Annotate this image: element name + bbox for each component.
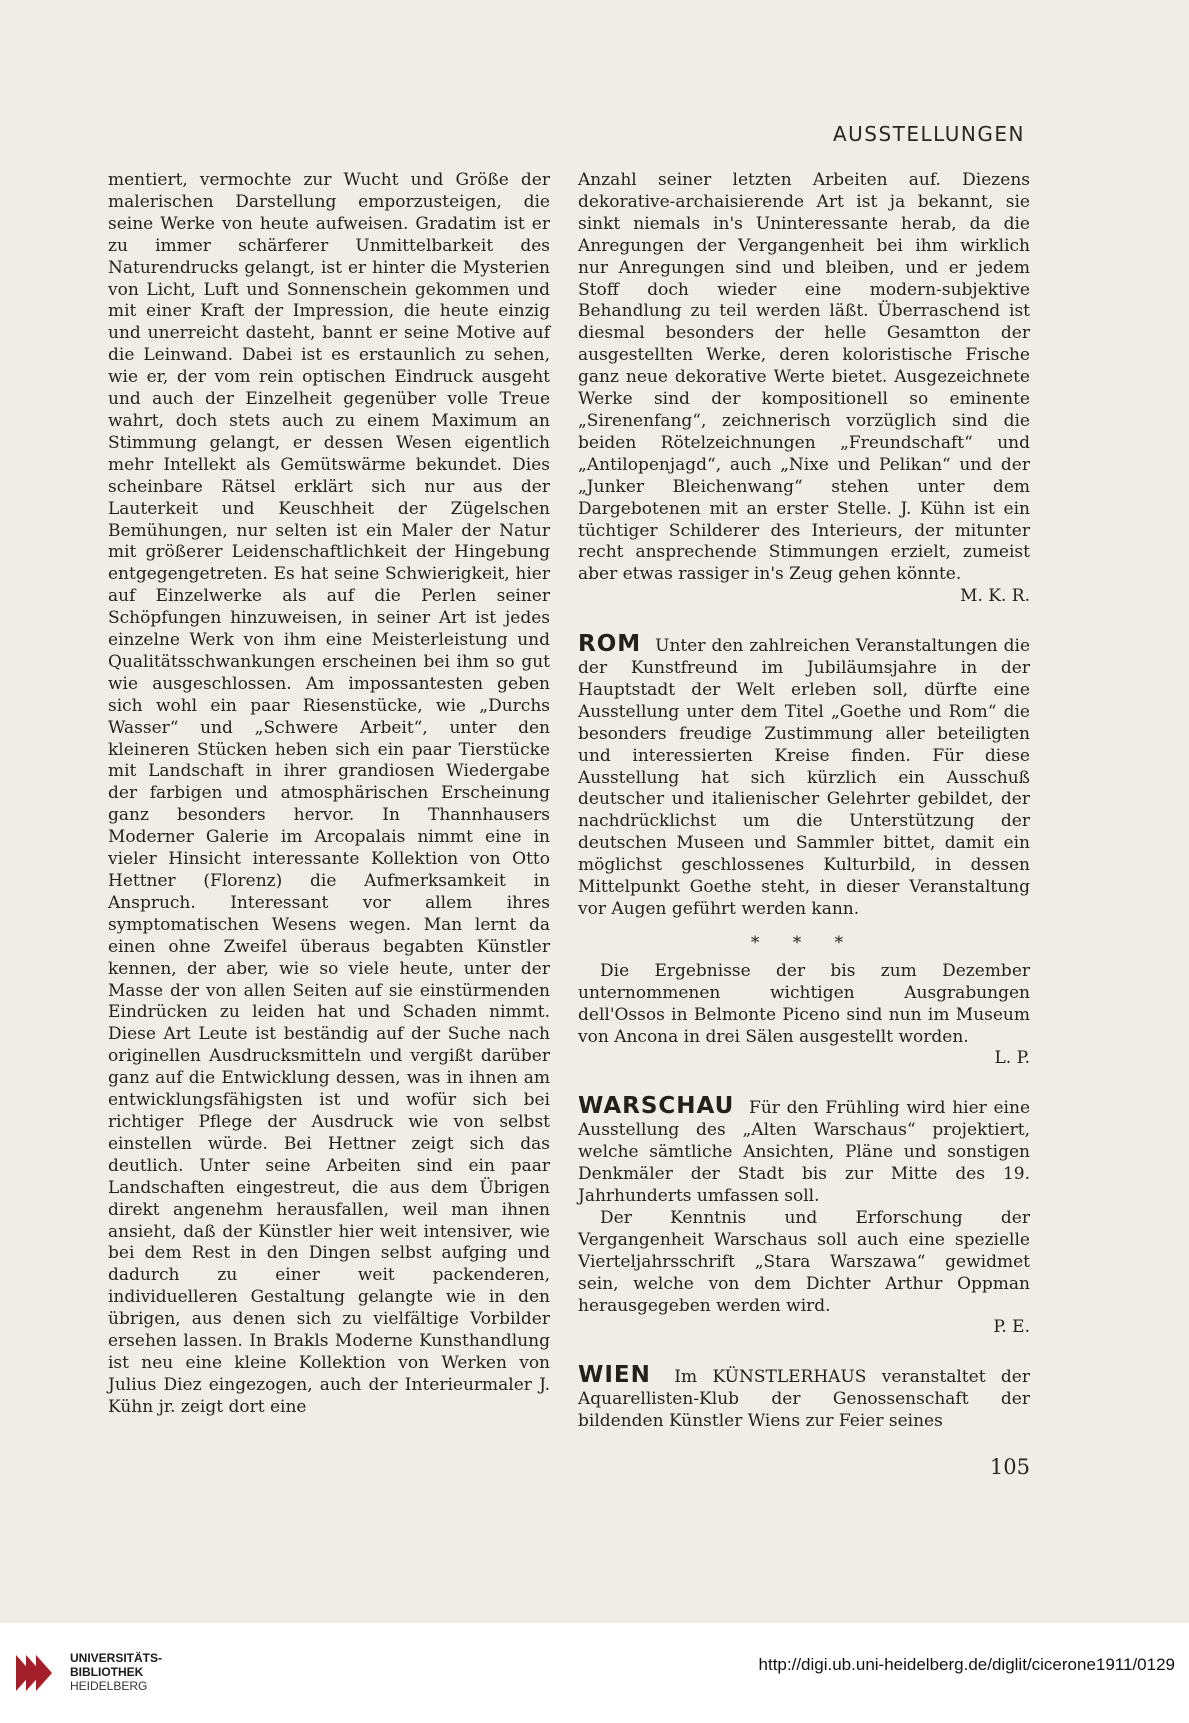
right-column bbox=[578, 170, 1030, 1433]
footer-bar bbox=[0, 1623, 1189, 1723]
rom-heading: ROM bbox=[578, 631, 642, 658]
warschau-text: Für den Frühling wird hier eine Ausstellung des „Alten Warschaus“ projektiert, welche sämtliche Ansichten, Pläne und sonstigen Denkmäler der Stadt bis zur Mitte des 19. Jahrhunderts umfassen soll. bbox=[578, 1098, 1031, 1206]
warschau-signature: P. E. bbox=[993, 1317, 1030, 1338]
source-url-link[interactable]: http://digi.ub.uni-heidelberg.de/diglit/cicerone1911/0129 bbox=[758, 1655, 1175, 1674]
intro-text: Anzahl seiner letzten Arbeiten auf. Diezens dekorative-archaisierende Art ist ja bekannt, sie sinkt niemals in's Uninteressante herab, da die Anregungen der Vergangenheit bei ihm wirklich nur Anregungen sind und bleiben, und er jedem Stoff doch wieder eine modern-subjektive Behandlung zu teil werden läßt. Überraschend ist diesmal besonders der helle Gesamtton der ausgestellten Werke, deren koloristische Frische ganz neue dekorative Werte bietet. Ausgezeichnete Werke sind der kompositionell so eminente „Sirenenfang“, zeichnerisch vorzüglich sind die beiden Rötelzeichnungen „Freundschaft“ und „Antilopenjagd“, auch „Nixe und Pelikan“ und der „Junker Bleichenwang“ stehen unter dem Dargebotenen mit an erster Stelle. J. Kühn ist ein tüchtiger Schilderer des Interieurs, der mitunter recht ansprechende Stimmungen erzielt, zumeist aber etwas rassiger in's Zeug gehen könnte. bbox=[578, 170, 1030, 585]
rom-text-2: Die Ergebnisse der bis zum Dezember unternommenen wichtigen Ausgrabungen dell'Ossos in Belmonte Piceno sind nun im Museum von Ancona in drei Sälen ausgestellt worden. bbox=[578, 960, 1030, 1047]
wien-section bbox=[578, 1362, 1030, 1433]
warschau-section bbox=[578, 1093, 1031, 1339]
rom-text: Unter den zahlreichen Veranstaltungen die der Kunstfreund im Jubiläumsjahre in der Hauptstadt der Welt erleben soll, dürfte eine Ausstellung unter dem Titel „Goethe und Rom“ die besonders freudige Zustimmung aller beteiligten und interessierten Kreise finden. Für diese Ausstellung hat sich kürzlich ein Ausschuß deutscher und italienischer Gelehrter gebildet, der nachdrücklichst um die Unterstützung der deutschen Museen und Sammler bittet, damit ein möglichst geschlossenes Kulturbild, in dessen Mittelpunkt Goethe steht, in dieser Veranstaltung vor Augen geführt werden kann. bbox=[578, 636, 1031, 919]
rom-signature: L. P. bbox=[994, 1048, 1030, 1069]
library-name bbox=[70, 1651, 162, 1693]
page-number: 105 bbox=[989, 1455, 1030, 1479]
university-library-logo-icon bbox=[12, 1647, 64, 1699]
running-title: AUSSTELLUNGEN bbox=[832, 122, 1025, 146]
separator-stars: * * * bbox=[750, 932, 858, 953]
left-column-text: mentiert, vermochte zur Wucht und Größe der malerischen Darstellung emporzusteigen, die seine Werke von heute aufweisen. Gradatim ist er zu immer schärferer Unmittelbarkeit des Naturendrucks gelangt, ist er hinter die Mysterien von Licht, Luft und Sonnenschein gekommen und mit einer Kraft der Impression, die heute einzig und unerreicht dasteht, bannt er seine Motive auf die Leinwand. Dabei ist es erstaunlich zu sehen, wie er, der vom rein optischen Eindruck ausgeht und auch der Einzelheit gegenüber volle Treue wahrt, doch stets auch zu einem Maximum an Stimmung gelangt, er dessen Wesen eigentlich mehr Intellekt als Gemütswärme bekundet. Dies scheinbare Rätsel erklärt sich nur aus der Lauterkeit und Keuschheit der Zügelschen Bemühungen, nur selten ist ein Maler der Natur mit größerer Leidenschaftlichkeit der Hingebung entgegengetreten. Es hat seine Schwierigkeit, hier auf Einzelwerke als auf die Perlen seiner Schöpfungen hinzuweisen, in seiner Art ist jedes einzelne Werk von ihm eine Meisterleistung und Qualitätsschwankungen erscheinen bei ihm so gut wie ausgeschlossen. Am impossantesten geben sich wohl ein paar Riesenstücke, wie „Durchs Wasser“ und „Schwere Arbeit“, unter den kleineren Stücken heben sich ein paar Tierstücke mit Landschaft in ihrer grandiosen Wiedergabe der farbigen und atmosphärischen Erscheinung ganz besonders hervor. In Thannhausers Moderner Galerie im Arcopalais nimmt eine in vieler Hinsicht interessante Kollektion von Otto Hettner (Florenz) die Aufmerksamkeit in Anspruch. Interessant vor allem ihres symptomatischen Wesens wegen. Man lernt da einen ohne Zweifel überaus begabten Künstler kennen, der aber, wie so viele heute, unter der Masse der von allen Seiten auf sie einstürmenden Eindrücken zu leiden hat und Schaden nimmt. Diese Art Leute ist beständig auf der Suche nach originellen Ausdrucksmitteln und vergißt darüber ganz auf die Entwicklung dessen, was in ihnen am entwicklungsfähigsten ist und wofür sich bei richtiger Pflege der Ausdruck wie von selbst einstellen würde. Bei Hettner zeigt sich das deutlich. Unter seine Arbeiten sind ein paar Landschaften eingestreut, die aus dem Übrigen direkt angenehm herausfallen, weil man ihnen ansieht, daß der Künstler hier weit intensiver, wie bei dem Rest in den Dingen selbst aufging und dadurch zu einer weit packenderen, individuelleren Gestaltung gelangte wie in den übrigen, aus denen sich zu vielfältige Vorbilder ersehen lassen. In Brakls Moderne Kunsthandlung ist neu eine kleine Kollektion von Werken von Julius Diez eingezogen, auch der Interieurmaler J. Kühn jr. zeigt dort eine bbox=[108, 170, 550, 1417]
library-line-3: HEIDELBERG bbox=[70, 1679, 148, 1693]
intro-paragraph bbox=[578, 170, 1030, 608]
wien-text: Im KÜNSTLERHAUS veranstaltet der Aquarellisten-Klub der Genossenschaft der bildenden Künstler Wiens zur Feier seines bbox=[578, 1367, 1030, 1432]
rom-section bbox=[578, 631, 1031, 1070]
library-line-2: BIBLIOTHEK bbox=[70, 1665, 144, 1679]
warschau-text-2: Der Kenntnis und Erforschung der Vergangenheit Warschaus soll auch eine spezielle Vierteljahrsschrift „Stara Warszawa“ gewidmet sein, welche von dem Dichter Arthur Oppman herausgegeben werden wird. bbox=[578, 1207, 1030, 1316]
intro-signature: M. K. R. bbox=[960, 586, 1030, 607]
left-column bbox=[108, 170, 550, 1419]
wien-heading: WIEN bbox=[578, 1362, 651, 1389]
library-line-1: UNIVERSITÄTS- bbox=[70, 1651, 163, 1665]
warschau-heading: WARSCHAU bbox=[578, 1093, 735, 1120]
